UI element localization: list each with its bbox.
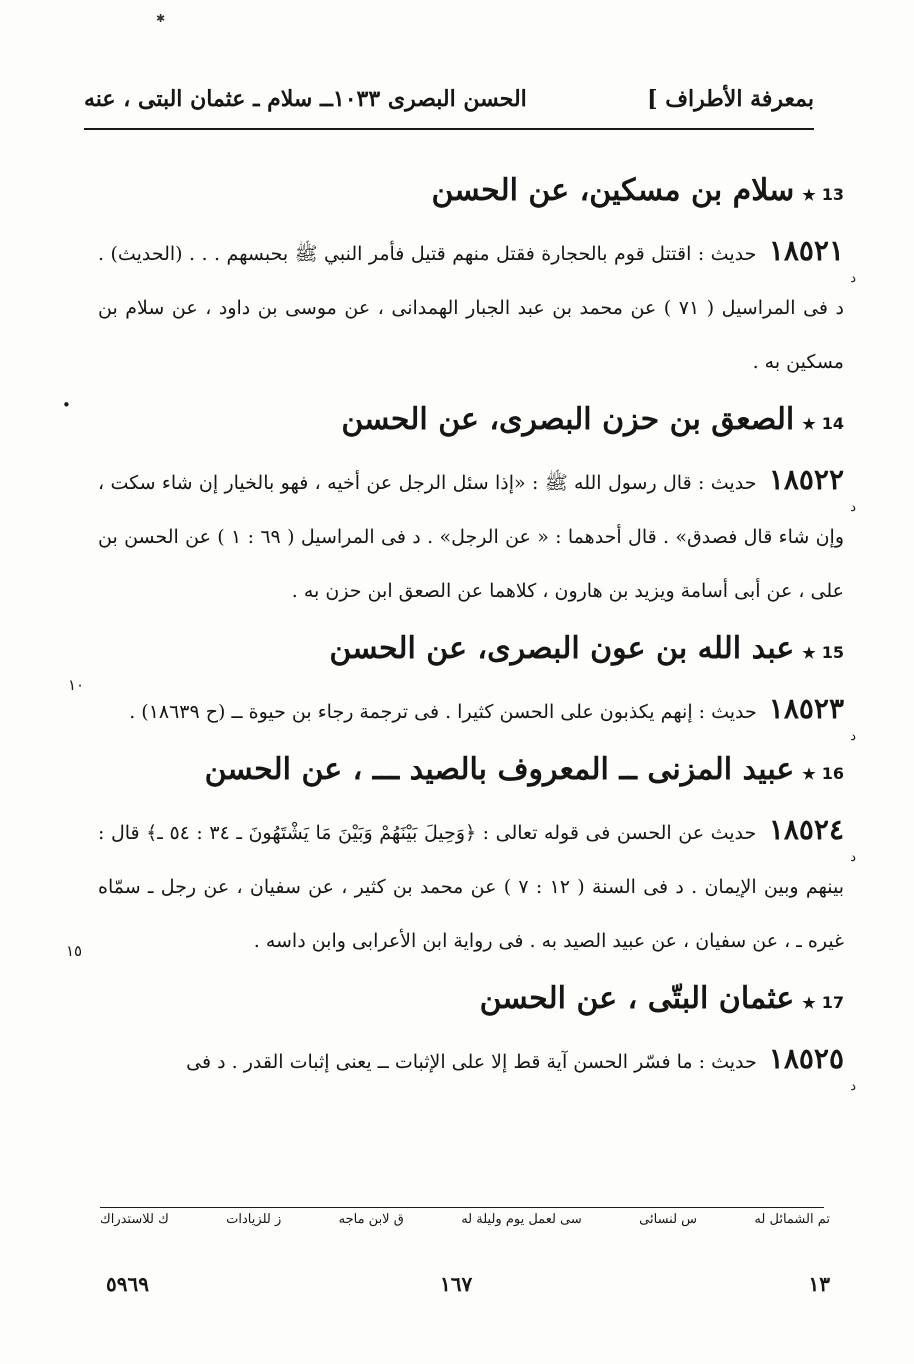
entry-number: ١٨٥٢٢ [768, 463, 845, 496]
margin-number-15: ١٥ [66, 942, 83, 960]
page-speck: ✱ [156, 12, 166, 25]
hadith-entry [84, 224, 856, 389]
header-left: الحسن البصرى ١٠٣٣ــ سلام ـ عثمان البتى ، عنه [84, 86, 527, 112]
siglum: د [850, 271, 856, 286]
section-number: 14 [821, 414, 844, 433]
section-title: عبد الله بن عون البصرى، عن الحسن [329, 631, 795, 666]
legend-item: سى لعمل يوم وليلة له [461, 1212, 582, 1227]
hadith-entry [84, 682, 856, 744]
margin-number-10: ١٠ [68, 676, 85, 694]
section-heading [84, 743, 844, 797]
legend-item: تم الشمائل له [754, 1212, 830, 1227]
star-icon: ★ [802, 644, 816, 662]
siglum: د [850, 1079, 856, 1094]
section-heading [84, 164, 844, 218]
star-icon: ★ [802, 186, 816, 204]
entry-text: حديث : قال رسول الله ﷺ : «إذا سئل الرجل عن أخيه ، فهو بالخيار إن شاء سكت ، وإن شاء قال فصدق» . قال أحدهما : « عن الرجل» . د فى المراسيل ( ٦٩ : ١ ) عن الحسن بن على ، عن أبى أسامة ويزيد بن هارون ، كلاهما عن الصعق ابن حزن به . [98, 472, 845, 602]
signature-number: ٥٩٦٩ [106, 1272, 149, 1296]
hadith-entry [84, 1032, 856, 1094]
main-content [84, 160, 856, 1094]
section-heading [84, 622, 844, 676]
sigla-legend [100, 1212, 830, 1227]
volume-number: ١٣ [808, 1272, 830, 1296]
siglum: د [850, 500, 856, 515]
legend-item: ق لابن ماجه [338, 1212, 404, 1227]
star-icon: ★ [802, 415, 816, 433]
header-rule [84, 128, 814, 130]
siglum: د [850, 729, 856, 744]
entry-number: ١٨٥٢١ [768, 234, 845, 267]
page-number: ١٦٧ [440, 1272, 473, 1296]
star-icon: ★ [802, 765, 816, 783]
siglum: د [850, 850, 856, 865]
legend-item: ز للزيادات [226, 1212, 282, 1227]
section-number: 15 [821, 643, 844, 662]
hadith-entry [84, 453, 856, 618]
legend-item: س لنسائى [639, 1212, 698, 1227]
entry-text: حديث : ما فسّر الحسن آية قط إلا على الإثبات ــ يعنى إثبات القدر . د فى [186, 1051, 757, 1073]
section-number: 16 [821, 764, 844, 783]
entry-text: حديث : إنهم يكذبون على الحسن كثيرا . فى ترجمة رجاء بن حيوة ــ (ح ١٨٦٣٩) . [129, 701, 757, 723]
header-right: بمعرفة الأطراف ] [647, 86, 814, 112]
running-header [84, 82, 814, 122]
hadith-entry [84, 803, 856, 968]
footnote-rule [100, 1207, 824, 1208]
entry-number: ١٨٥٢٥ [768, 1042, 844, 1075]
section-title: الصعق بن حزن البصرى، عن الحسن [341, 402, 795, 437]
section-number: 13 [821, 185, 844, 204]
section-title: عثمان البتّى ، عن الحسن [479, 981, 795, 1016]
entry-number: ١٨٥٢٤ [768, 813, 845, 846]
entry-text: حديث عن الحسن فى قوله تعالى : ﴿وَحِيلَ بَيْنَهُمْ وَبَيْنَ مَا يَشْتَهُونَ ـ ٣٤ : ٥٤ ـ﴾ قال : بينهم وبين الإيمان . د فى السنة ( ١٢ : ٧ ) عن محمد بن كثير ، عن سفيان ، عن رجل ـ سمّاه غيره ـ ، عن سفيان ، عن عبيد الصيد به . فى رواية ابن الأعرابى وابن داسه . [98, 822, 844, 952]
section-number: 17 [821, 993, 844, 1012]
section-title: سلام بن مسكين، عن الحسن [431, 173, 795, 208]
entry-text: حديث : اقتتل قوم بالحجارة فقتل منهم قتيل فأمر النبي ﷺ بحبسهم . . . (الحديث) . د فى المراسيل ( ٧١ ) عن محمد بن عبد الجبار الهمدانى ، عن موسى بن داود ، عن سلام بن مسكين به . [98, 243, 844, 373]
entry-number: ١٨٥٢٣ [768, 692, 844, 725]
legend-item: ك للاستدراك [100, 1212, 169, 1227]
section-heading [84, 972, 844, 1026]
star-icon: ★ [802, 994, 816, 1012]
section-heading [84, 393, 844, 447]
section-title: عبيد المزنى ــ المعروف بالصيد ـــ ، عن الحسن [204, 752, 795, 787]
margin-dot: • [62, 396, 71, 414]
